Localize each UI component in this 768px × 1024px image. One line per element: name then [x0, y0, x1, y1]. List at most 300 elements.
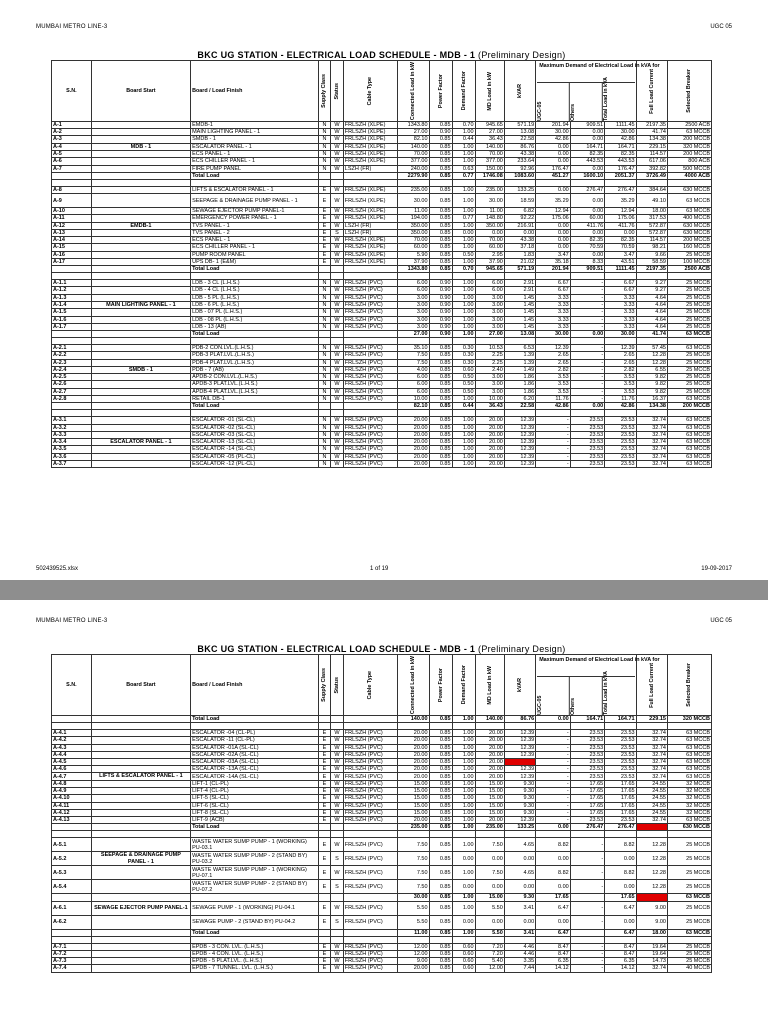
cell-others: - [570, 301, 605, 309]
cell-board-load: RETAIL DB-1 [191, 395, 319, 402]
cell-flc: 12.28 [636, 838, 667, 852]
spacer-cell [570, 936, 605, 943]
cell-cable [343, 894, 397, 901]
cell-flc: 4.64 [636, 301, 667, 309]
cell-cable: FRLSZH (PVC) [343, 943, 397, 950]
cell-df: 1.00 [452, 417, 475, 424]
cell-status: W [331, 309, 344, 316]
cell-total: 17.65 [605, 788, 636, 795]
cell-sn: A-2.5 [52, 374, 92, 381]
cell-supply: E [318, 880, 331, 894]
cell-flc: 114.57 [636, 237, 667, 244]
cell-supply [318, 403, 331, 410]
cell-board-start [91, 194, 190, 208]
cell-kvar: 3.41 [504, 901, 535, 915]
cell-board-start [91, 780, 190, 787]
cell-pf: 0.85 [429, 716, 452, 723]
cell-md: 37.90 [475, 258, 504, 265]
cell-total: 3.53 [605, 381, 636, 388]
cell-sn: A-2 [52, 129, 92, 136]
cell-md: 20.00 [475, 737, 504, 744]
spacer-cell [605, 723, 636, 730]
spacer-cell [536, 273, 571, 280]
table-row [52, 795, 712, 802]
cell-supply: N [318, 446, 331, 453]
cell-board-start [91, 403, 190, 410]
cell-cable [343, 929, 397, 936]
table-row [52, 309, 712, 316]
cell-pf: 0.85 [429, 809, 452, 816]
cell-conn: 6.00 [398, 374, 429, 381]
cell-breaker: 25 MCCB [667, 943, 711, 950]
cell-sn: A-4.11 [52, 802, 92, 809]
cell-sn: A-7.3 [52, 958, 92, 965]
cell-conn: 9.00 [398, 958, 429, 965]
cell-pf: 0.85 [429, 151, 452, 158]
cell-sn: A-5 [52, 151, 92, 158]
col-board-load: Board / Load Finish [191, 61, 319, 122]
cell-supply: N [318, 424, 331, 431]
cell-conn: 20.00 [398, 737, 429, 744]
cell-board-load: LIFT-5 (SL-CL) [191, 795, 319, 802]
cell-cable: FRLSZH (XLPE) [343, 194, 397, 208]
spacer-cell [536, 936, 571, 943]
cell-board-load: SEEPAGE & DRAINAGE PUMP PANEL - 1 [191, 194, 319, 208]
cell-supply [318, 929, 331, 936]
table-row [52, 215, 712, 222]
table-row [52, 417, 712, 424]
cell-total: 2.65 [605, 352, 636, 359]
cell-supply: N [318, 366, 331, 374]
table-row [52, 816, 712, 823]
cell-total: 2051.37 [605, 172, 636, 179]
cell-pf: 0.85 [429, 773, 452, 781]
cell-pf: 0.85 [429, 194, 452, 208]
table-row [52, 773, 712, 781]
cell-ugc: 0.00 [536, 186, 571, 193]
cell-status: S [331, 880, 344, 894]
cell-status: W [331, 374, 344, 381]
cell-sn: A-1.3 [52, 294, 92, 301]
col-max-demand: Maximum Demand of Electrical Load in kVA for UGC-05 Others Total Load in kVA [537, 62, 660, 121]
cell-conn: 3.00 [398, 316, 429, 323]
cell-status: W [331, 287, 344, 294]
cell-others: 909.51 [570, 266, 605, 273]
cell-kvar: 12.39 [504, 816, 535, 823]
cell-breaker: 63 MCCB [667, 194, 711, 208]
cell-pf: 0.85 [429, 244, 452, 251]
total-row [52, 330, 712, 337]
cell-kvar: 6.53 [504, 345, 535, 352]
cell-pf: 0.85 [429, 172, 452, 179]
cell-supply: N [318, 431, 331, 438]
cell-conn: 7.50 [398, 352, 429, 359]
cell-breaker: 63 MCCB [667, 208, 711, 215]
spacer-cell [331, 831, 344, 838]
cell-breaker: 25 MCCB [667, 901, 711, 915]
cell-pf: 0.85 [429, 424, 452, 431]
cell-flc: 98.21 [636, 244, 667, 251]
cell-total: 8.82 [605, 838, 636, 852]
cell-board-start [91, 374, 190, 381]
cell-flc: 12.28 [636, 866, 667, 880]
cell-conn: 4.00 [398, 366, 429, 374]
spacer-cell [636, 410, 667, 417]
cell-df: 1.00 [452, 446, 475, 453]
cell-md: 3.00 [475, 381, 504, 388]
cell-conn: 7.50 [398, 880, 429, 894]
cell-board-load: ESCALATOR -14 (SL-CL) [191, 446, 319, 453]
cell-ugc: - [536, 460, 571, 467]
cell-board-load: ESCALATOR -04 (CL-PL) [191, 730, 319, 737]
cell-kvar: 12.39 [504, 417, 535, 424]
col-demand-factor: Demand Factor [452, 61, 475, 122]
cell-status: W [331, 809, 344, 816]
cell-supply: E [318, 194, 331, 208]
cell-board-load: LIFT-8 (SL-CL) [191, 809, 319, 816]
cell-kvar: 571.19 [504, 266, 535, 273]
cell-others: 0.00 [570, 403, 605, 410]
cell-md: 150.00 [475, 165, 504, 172]
cell-md: 2.25 [475, 359, 504, 366]
cell-breaker: 63 MCCB [667, 345, 711, 352]
spacer-cell [343, 723, 397, 730]
table-row [52, 759, 712, 766]
cell-flc: 32.74 [636, 751, 667, 758]
spacer-cell [452, 936, 475, 943]
cell-kvar: 4.46 [504, 943, 535, 950]
spacer-cell [475, 338, 504, 345]
cell-board-load: APDB-2 CON.LVL.(L.H.S.) [191, 374, 319, 381]
cell-board-load: EPDB - 7 TUNNEL. LVL. (L.H.S.) [191, 965, 319, 972]
cell-conn: 35.10 [398, 345, 429, 352]
cell-cable [343, 716, 397, 723]
cell-kvar: 9.30 [504, 788, 535, 795]
cell-cable [343, 403, 397, 410]
cell-total: 3.33 [605, 309, 636, 316]
cell-breaker: 63 MCCB [667, 417, 711, 424]
cell-others: - [570, 901, 605, 915]
cell-others: 17.65 [570, 780, 605, 787]
cell-board-start [91, 737, 190, 744]
cell-supply: N [318, 309, 331, 316]
spacer-cell [605, 410, 636, 417]
cell-flc: 9.27 [636, 287, 667, 294]
cell-flc: 32.74 [636, 744, 667, 751]
cell-ugc: - [536, 417, 571, 424]
spacer-cell [475, 410, 504, 417]
cell-supply: N [318, 453, 331, 460]
cell-breaker: 63 MCCB [667, 773, 711, 781]
cell-ugc: - [536, 431, 571, 438]
cell-conn: 7.50 [398, 359, 429, 366]
cell-md: 2.95 [475, 251, 504, 258]
cell-pf: 0.85 [429, 929, 452, 936]
cell-ugc: - [536, 766, 571, 773]
cell-others: - [570, 294, 605, 301]
cell-kvar: 3.35 [504, 958, 535, 965]
cell-total: 3.53 [605, 374, 636, 381]
cell-total: 23.53 [605, 773, 636, 781]
cell-pf: 0.85 [429, 759, 452, 766]
spacer-cell [91, 723, 190, 730]
cell-breaker: 25 MCCB [667, 251, 711, 258]
cell-breaker: 63 MCCB [667, 446, 711, 453]
cell-cable: LSZH (FR) [343, 165, 397, 172]
cell-breaker: 25 MCCB [667, 366, 711, 374]
cell-md: 945.65 [475, 122, 504, 129]
cell-status: W [331, 237, 344, 244]
cell-kvar: 1.86 [504, 381, 535, 388]
cell-status: W [331, 316, 344, 323]
cell-cable [343, 330, 397, 337]
cell-cable: FRLSZH (XLPE) [343, 258, 397, 265]
spacer-cell [331, 179, 344, 186]
cell-board-start [91, 730, 190, 737]
table-row [52, 395, 712, 402]
spacer-row [52, 273, 712, 280]
cell-kvar: 21.02 [504, 258, 535, 265]
cell-conn: 377.00 [398, 158, 429, 165]
cell-supply: N [318, 158, 331, 165]
cell-ugc: - [536, 737, 571, 744]
cell-breaker: 63 MCCB [667, 453, 711, 460]
cell-sn [52, 266, 92, 273]
cell-kvar: 18.59 [504, 194, 535, 208]
cell-df: 1.00 [452, 280, 475, 287]
cell-md: 5.40 [475, 958, 504, 965]
cell-conn: 60.00 [398, 244, 429, 251]
cell-breaker: 25 MCCB [667, 958, 711, 965]
spacer-cell [475, 936, 504, 943]
cell-kvar: 86.76 [504, 143, 535, 151]
cell-pf: 0.85 [429, 266, 452, 273]
cell-board-load: ECS CHILLER PANEL - 1 [191, 244, 319, 251]
cell-conn: 5.90 [398, 251, 429, 258]
cell-status: W [331, 323, 344, 330]
spacer-cell [536, 338, 571, 345]
cell-sn [52, 716, 92, 723]
cell-kvar: 1.49 [504, 366, 535, 374]
cell-breaker: 63 MCCB [667, 438, 711, 446]
cell-board-load: LIFT-1 (CL-PL) [191, 780, 319, 787]
cell-others: 23.53 [570, 438, 605, 446]
spacer-cell [605, 179, 636, 186]
cell-breaker: 63 MCCB [667, 330, 711, 337]
cell-board-start [91, 417, 190, 424]
cell-others: 276.47 [570, 186, 605, 193]
cell-flc: 18.00 [636, 208, 667, 215]
cell-ugc: - [536, 759, 571, 766]
table-row [52, 958, 712, 965]
cell-breaker: 25 MCCB [667, 838, 711, 852]
cell-board-load: LDB - 6 PL (L.H.S.) [191, 301, 319, 309]
cell-ugc: 6.67 [536, 280, 571, 287]
cell-cable: FRLSZH (PVC) [343, 417, 397, 424]
cell-supply: N [318, 438, 331, 446]
cell-ugc: 3.53 [536, 388, 571, 395]
cell-md: 20.00 [475, 730, 504, 737]
cell-pf: 0.85 [429, 780, 452, 787]
cell-md: 20.00 [475, 744, 504, 751]
cell-sn: A-4.10 [52, 795, 92, 802]
cell-board-start [91, 244, 190, 251]
cell-breaker: 25 MCCB [667, 301, 711, 309]
cell-total: 3.33 [605, 301, 636, 309]
cell-pf: 0.85 [429, 795, 452, 802]
cell-board-load: ESCALATOR -05 (PL-CL) [191, 453, 319, 460]
spacer-cell [52, 936, 92, 943]
cell-board-start [91, 460, 190, 467]
cell-md: 20.00 [475, 460, 504, 467]
cell-cable: FRLSZH (PVC) [343, 280, 397, 287]
cell-df: 1.00 [452, 222, 475, 230]
cell-supply: E [318, 215, 331, 222]
spacer-cell [343, 936, 397, 943]
cell-board-start [91, 215, 190, 222]
cell-board-start [91, 172, 190, 179]
cell-md: 36.43 [475, 136, 504, 143]
table-row [52, 237, 712, 244]
cell-md: 30.00 [475, 194, 504, 208]
cell-board-load: LIFT-6 (SL-CL) [191, 802, 319, 809]
col-board-start: Board Start [91, 655, 190, 716]
cell-sn: A-2.3 [52, 359, 92, 366]
cell-supply: N [318, 280, 331, 287]
cell-status: W [331, 737, 344, 744]
cell-board-start [91, 280, 190, 287]
cell-others: 23.53 [570, 816, 605, 823]
cell-df: 0.77 [452, 215, 475, 222]
cell-board-start: MDB - 1 [91, 143, 190, 151]
total-row [52, 929, 712, 936]
cell-kvar: 571.19 [504, 122, 535, 129]
cell-breaker: 63 MCCB [667, 894, 711, 901]
spacer-cell [504, 338, 535, 345]
spacer-cell [429, 410, 452, 417]
cell-cable: FRLSZH (PVC) [343, 287, 397, 294]
cell-total: 276.47 [605, 186, 636, 193]
cell-others: 17.65 [570, 795, 605, 802]
cell-kvar: 6.20 [504, 395, 535, 402]
cell-breaker: 32 MCCB [667, 809, 711, 816]
cell-breaker: 25 MCCB [667, 359, 711, 366]
col-board-start: Board Start [91, 61, 190, 122]
cell-kvar: 1.39 [504, 352, 535, 359]
cell-kvar: 1.83 [504, 251, 535, 258]
footer-file: 502439525.xlsx [36, 566, 79, 572]
table-row [52, 802, 712, 809]
cell-board-start [91, 795, 190, 802]
spacer-cell [667, 410, 711, 417]
cell-total: 8.47 [605, 950, 636, 957]
spacer-cell [52, 723, 92, 730]
cell-cable: FRLSZH (PVC) [343, 901, 397, 915]
spacer-cell [191, 410, 319, 417]
cell-kvar: 92.96 [504, 165, 535, 172]
cell-others: 23.53 [570, 759, 605, 766]
cell-sn: A-13 [52, 230, 92, 237]
cell-conn: 11.00 [398, 929, 429, 936]
cell-breaker: 25 MCCB [667, 287, 711, 294]
spacer-cell [570, 273, 605, 280]
cell-breaker: 4000 ACB [667, 172, 711, 179]
cell-sn: A-3.7 [52, 460, 92, 467]
doc-code: UGC 05 [710, 24, 732, 30]
cell-conn: 350.00 [398, 230, 429, 237]
cell-df: 1.00 [452, 901, 475, 915]
table-row [52, 381, 712, 388]
cell-others: - [570, 852, 605, 866]
cell-board-load: ESCALATOR -14A (SL-CL) [191, 773, 319, 781]
spacer-cell [343, 410, 397, 417]
cell-board-load: ESCALATOR -03 (SL-CL) [191, 431, 319, 438]
cell-sn [52, 330, 92, 337]
cell-status: W [331, 759, 344, 766]
cell-others: 0.00 [570, 330, 605, 337]
spacer-cell [504, 273, 535, 280]
table-row [52, 222, 712, 230]
cell-sn: A-7 [52, 165, 92, 172]
cell-others: - [570, 287, 605, 294]
spacer-cell [475, 273, 504, 280]
spacer-cell [429, 723, 452, 730]
cell-sn: A-4.8 [52, 780, 92, 787]
spacer-cell [318, 723, 331, 730]
cell-board-start [91, 122, 190, 129]
cell-status: W [331, 866, 344, 880]
cell-md: 5.50 [475, 929, 504, 936]
cell-md: 36.43 [475, 403, 504, 410]
cell-board-load: LDB - 07 PL (L.H.S.) [191, 309, 319, 316]
cell-status: W [331, 438, 344, 446]
spacer-cell [91, 179, 190, 186]
cell-ugc: 8.47 [536, 950, 571, 957]
cell-df: 1.00 [452, 438, 475, 446]
spacer-row [52, 338, 712, 345]
cell-cable [343, 824, 397, 831]
cell-flc: 9.66 [636, 251, 667, 258]
cell-status: S [331, 915, 344, 929]
spacer-cell [570, 723, 605, 730]
cell-pf: 0.85 [429, 208, 452, 215]
cell-supply: E [318, 901, 331, 915]
cell-df: 1.00 [452, 716, 475, 723]
cell-status: W [331, 122, 344, 129]
cell-df: 1.00 [452, 129, 475, 136]
cell-flc: 12.28 [636, 880, 667, 894]
cell-board-start [91, 766, 190, 773]
cell-board-start [91, 759, 190, 766]
cell-ugc: 0.00 [536, 852, 571, 866]
cell-board-start [91, 838, 190, 852]
table-row [52, 780, 712, 787]
cell-cable: LSZH (FR) [343, 230, 397, 237]
cell-board-start [91, 788, 190, 795]
spacer-row [52, 831, 712, 838]
cell-pf: 0.90 [429, 287, 452, 294]
cell-conn: 3.00 [398, 301, 429, 309]
cell-cable [343, 172, 397, 179]
cell-ugc: - [536, 788, 571, 795]
cell-flc: 32.74 [636, 965, 667, 972]
cell-kvar: 4.46 [504, 950, 535, 957]
cell-supply: E [318, 751, 331, 758]
cell-breaker: 630 MCCB [667, 824, 711, 831]
spacer-cell [398, 338, 429, 345]
cell-conn: 235.00 [398, 824, 429, 831]
cell-supply: N [318, 301, 331, 309]
